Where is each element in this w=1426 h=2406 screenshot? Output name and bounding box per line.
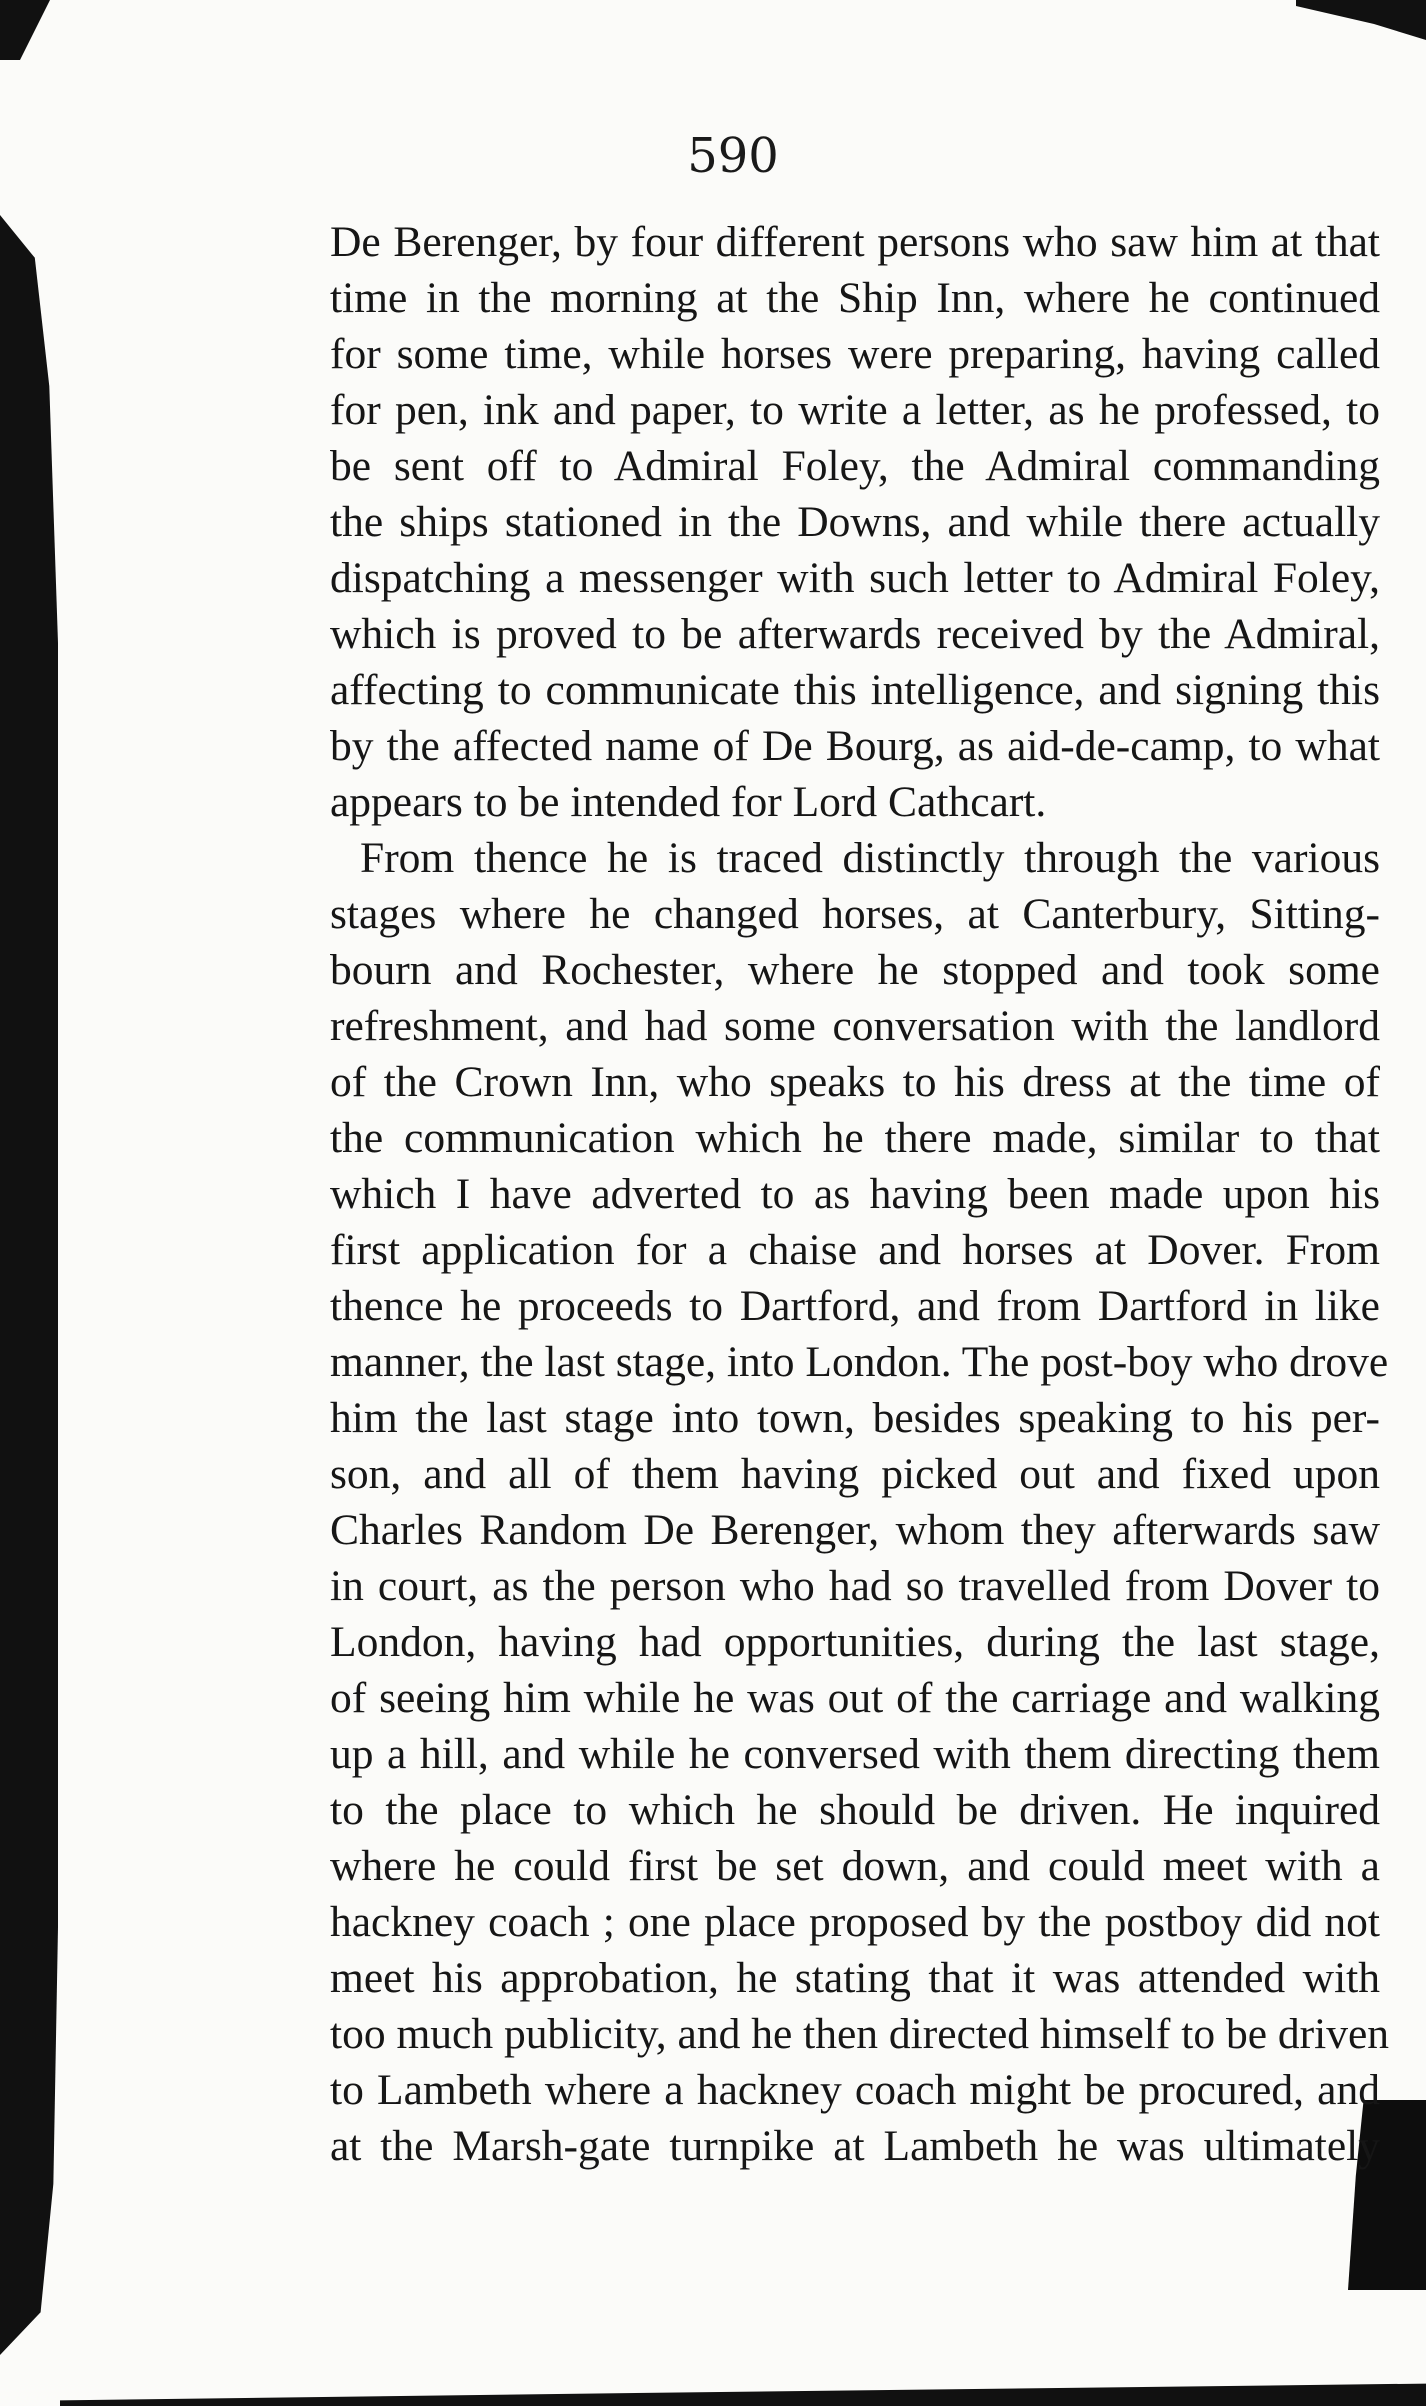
- text-line: Charles Random De Berenger, whom they afterwards saw: [330, 1506, 1380, 1554]
- text-line: appears to be intended for Lord Cathcart.: [330, 778, 1047, 826]
- scan-edge-bottom: [60, 2378, 1426, 2406]
- text-line: by the affected name of De Bourg, as aid-de-camp, to what: [330, 722, 1380, 770]
- text-line: affecting to communicate this intelligence, and signing this: [330, 666, 1380, 714]
- text-line: which is proved to be afterwards received by the Admiral,: [330, 610, 1380, 658]
- text-line: bourn and Rochester, where he stopped and took some: [330, 946, 1380, 994]
- text-line: time in the morning at the Ship Inn, where he continued: [330, 274, 1380, 322]
- text-line: London, having had opportunities, during the last stage,: [330, 1618, 1380, 1666]
- text-line: in court, as the person who had so travelled from Dover to: [330, 1562, 1380, 1610]
- text-line: for pen, ink and paper, to write a letter, as he professed, to: [330, 386, 1380, 434]
- scan-edge-left: [0, 215, 58, 2355]
- scan-edge-top-right: [1296, 0, 1426, 40]
- text-line: son, and all of them having picked out and fixed upon: [330, 1450, 1380, 1498]
- text-line: manner, the last stage, into London. The post-boy who drove: [330, 1338, 1389, 1386]
- text-line: where he could first be set down, and could meet with a: [330, 1842, 1380, 1890]
- text-line: stages where he changed horses, at Canterbury, Sitting-: [330, 890, 1380, 938]
- text-line: From thence he is traced distinctly through the various: [360, 834, 1380, 882]
- text-line: hackney coach ; one place proposed by the postboy did not: [330, 1898, 1380, 1946]
- scan-edge-top-left: [0, 0, 50, 60]
- text-line: the communication which he there made, similar to that: [330, 1114, 1380, 1162]
- text-line: up a hill, and while he conversed with them directing them: [330, 1730, 1380, 1778]
- text-line: refreshment, and had some conversation with the landlord: [330, 1002, 1380, 1050]
- page-number: 590: [687, 128, 779, 184]
- text-line: the ships stationed in the Downs, and while there actually: [330, 498, 1380, 546]
- text-line: him the last stage into town, besides speaking to his per-: [330, 1394, 1380, 1442]
- text-line: dispatching a messenger with such letter to Admiral Foley,: [330, 554, 1380, 602]
- text-line: of seeing him while he was out of the carriage and walking: [330, 1674, 1380, 1722]
- text-line: meet his approbation, he stating that it was attended with: [330, 1954, 1380, 2002]
- body-text: [330, 214, 1390, 2174]
- text-line: for some time, while horses were preparing, having called: [330, 330, 1380, 378]
- text-line: De Berenger, by four different persons who saw him at that: [330, 218, 1380, 266]
- text-line: thence he proceeds to Dartford, and from Dartford in like: [330, 1282, 1380, 1330]
- text-line: of the Crown Inn, who speaks to his dress at the time of: [330, 1058, 1380, 1106]
- text-line: to Lambeth where a hackney coach might be procured, and: [330, 2066, 1380, 2114]
- text-line: too much publicity, and he then directed himself to be driven: [330, 2010, 1390, 2058]
- text-line: which I have adverted to as having been made upon his: [330, 1170, 1380, 1218]
- text-line: at the Marsh-gate turnpike at Lambeth he was ultimately: [330, 2122, 1380, 2170]
- text-line: to the place to which he should be driven. He inquired: [330, 1786, 1380, 1834]
- text-line: first application for a chaise and horses at Dover. From: [330, 1226, 1380, 1274]
- text-line: be sent off to Admiral Foley, the Admiral commanding: [330, 442, 1380, 490]
